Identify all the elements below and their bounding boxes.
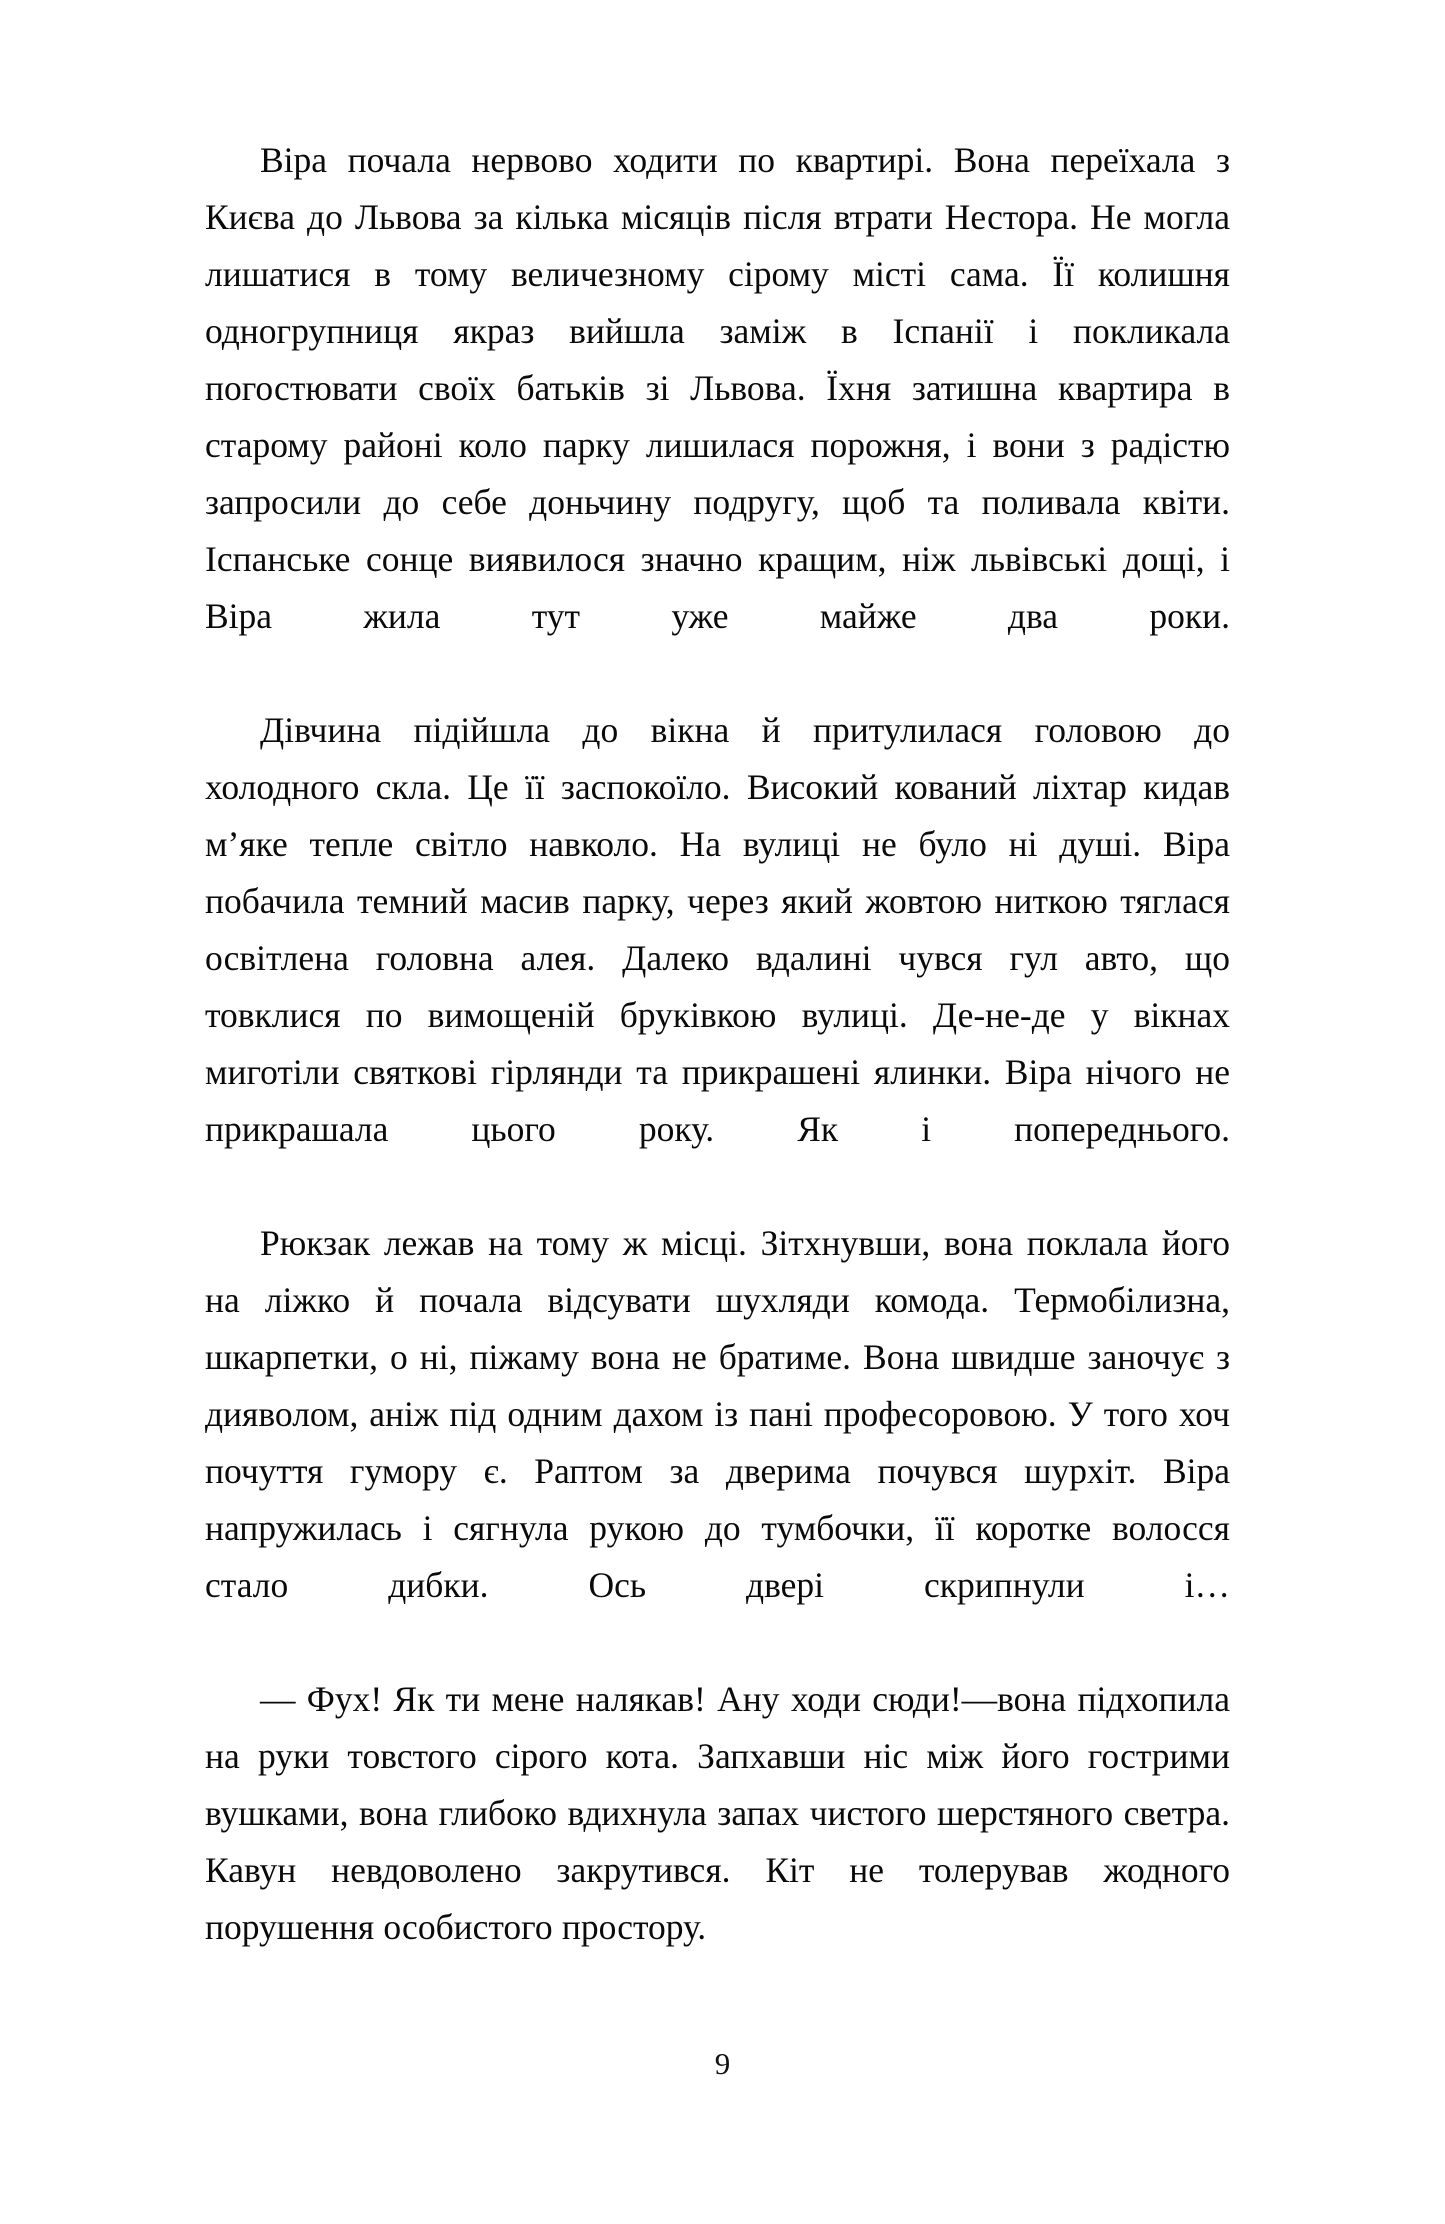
paragraph-4: — Фух! Як ти мене налякав! Ану ходи сюди!—вона підхопила на руки товстого сірого кота. Запхавши ніс між його гострими вушками, вона глибоко вдихнула запах чистого шерстяного светра. Кавун невдоволено закрутився. Кіт не толерував жодного порушення особистого простору. [205, 1679, 1230, 1947]
page-text-block [205, 132, 1230, 1956]
paragraph-2: Дівчина підійшла до вікна й притулилася головою до холодного скла. Це її заспокоїло. Високий кований ліхтар кидав м’яке тепле світло навколо. На вулиці не було ні душі. Віра побачила темний масив парку, через який жовтою ниткою тяглася освітлена головна алея. Далеко вдалині чувся гул авто, що товклися по вимощеній бруківкою вулиці. Де-не-де у вікнах миготіли святкові гірлянди та прикрашені ялинки. Віра нічого не прикрашала цього року. Як і попереднього. [205, 710, 1230, 1149]
paragraph-3: Рюкзак лежав на тому ж місці. Зітхнувши, вона поклала його на ліжко й почала відсувати шухляди комода. Термобілизна, шкарпетки, о ні, піжаму вона не братиме. Вона швидше заночує з дияволом, аніж під одним дахом із пані професоровою. У того хоч почуття гумору є. Раптом за дверима почувся шурхіт. Віра напружилась і сягнула рукою до тумбочки, її коротке волосся стало дибки. Ось двері скрипнули і… [205, 1223, 1230, 1605]
page-number: 9 [714, 2046, 731, 2081]
paragraph-1: Віра почала нервово ходити по квартирі. Вона переїхала з Києва до Львова за кілька місяців після втрати Нестора. Не могла лишатися в тому величезному сірому місті сама. Її колишня одногрупниця якраз вийшла заміж в Іспанії і покликала погостювати своїх батьків зі Львова. Їхня затишна квартира в старому районі коло парку лишилася порожня, і вони з радістю запросили до себе доньчину подругу, щоб та поливала квіти. Іспанське сонце виявилося значно кращим, ніж львівські дощі, і Віра жила тут уже майже два роки. [205, 140, 1230, 636]
